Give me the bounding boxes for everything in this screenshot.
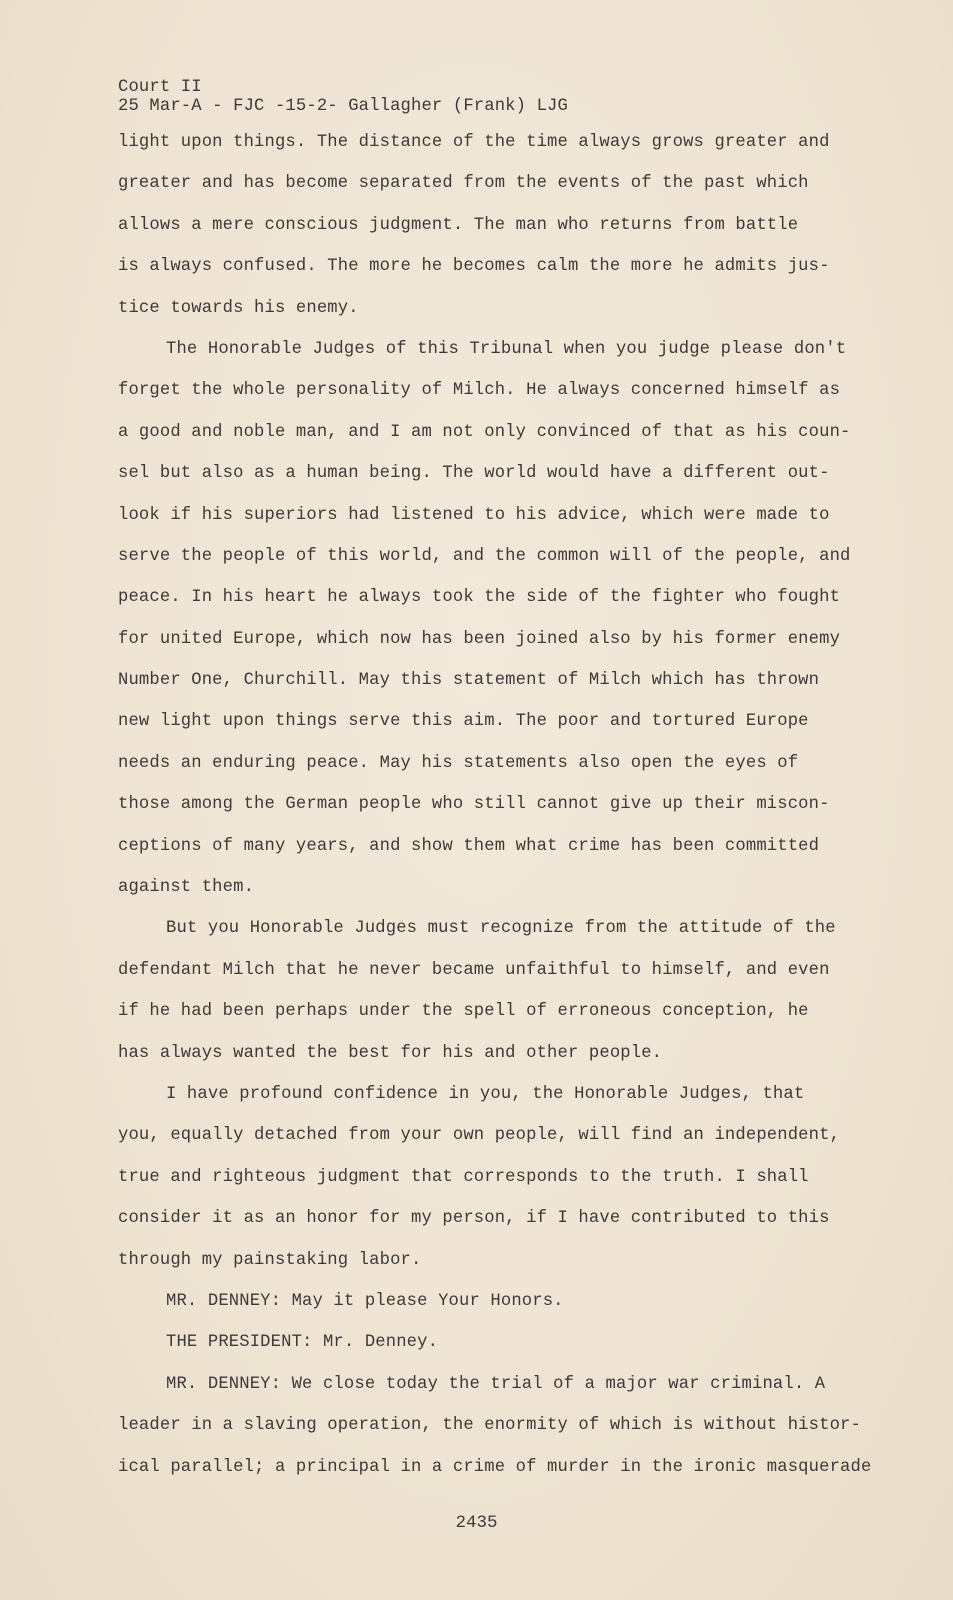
transcript-line: forget the whole personality of Milch. He always concerned himself as [118,381,841,401]
transcript-line: ical parallel; a principal in a crime of murder in the ironic masquerade [118,1457,872,1477]
transcript-line: needs an enduring peace. May his statements also open the eyes of [118,753,799,773]
transcript-body [118,122,878,1488]
transcript-line: a good and noble man, and I am not only convinced of that as his coun- [118,422,851,442]
transcript-line: light upon things. The distance of the time always grows greater and [118,133,830,152]
page-number: 2435 [455,1513,498,1533]
transcript-line: The Honorable Judges of this Tribunal when you judge please don't [166,339,847,359]
transcript-line: you, equally detached from your own people, will find an independent, [118,1126,841,1146]
transcript-line: allows a mere conscious judgment. The man who returns from battle [118,215,799,235]
transcript-line: greater and has become separated from the events of the past which [118,174,809,194]
transcript-line: But you Honorable Judges must recognize from the attitude of the [166,919,836,939]
transcript-line: tice towards his enemy. [118,298,359,318]
transcript-line: sel but also as a human being. The world would have a different out- [118,464,830,484]
transcript-line: serve the people of this world, and the common will of the people, and [118,546,851,566]
transcript-line: true and righteous judgment that corresponds to the truth. I shall [118,1167,809,1187]
transcript-line: for united Europe, which now has been joined also by his former enemy [118,629,841,649]
court-label: Court II [118,78,202,97]
transcript-line: defendant Milch that he never became unfaithful to himself, and even [118,960,830,980]
transcript-line: against them. [118,878,255,898]
transcript-line: through my painstaking labor. [118,1250,422,1270]
transcript-line: I have profound confidence in you, the Honorable Judges, that [166,1084,805,1104]
transcript-line: ceptions of many years, and show them what crime has been committed [118,836,820,856]
transcript-line: peace. In his heart he always took the side of the fighter who fought [118,588,841,608]
transcript-line: those among the German people who still cannot give up their miscon- [118,795,830,815]
case-reference-line: 25 Mar-A - FJC -15-2- Gallagher (Frank) LJG [118,97,568,116]
transcript-line: consider it as an honor for my person, if I have contributed to this [118,1209,830,1229]
transcript-line: Number One, Churchill. May this statement of Milch which has thrown [118,671,820,691]
transcript-line: leader in a slaving operation, the enormity of which is without histor- [118,1416,861,1436]
transcript-line: look if his superiors had listened to his advice, which were made to [118,505,830,525]
transcript-line: has always wanted the best for his and other people. [118,1043,663,1063]
transcript-line: new light upon things serve this aim. The poor and tortured Europe [118,712,809,732]
transcript-line: THE PRESIDENT: Mr. Denney. [166,1333,439,1353]
typewritten-transcript [118,78,878,1488]
transcript-line: is always confused. The more he becomes calm the more he admits jus- [118,257,830,277]
transcript-line: MR. DENNEY: May it please Your Honors. [166,1291,564,1311]
transcript-line: if he had been perhaps under the spell of erroneous conception, he [118,1002,809,1022]
transcript-line: MR. DENNEY: We close today the trial of a major war criminal. A [166,1374,826,1394]
